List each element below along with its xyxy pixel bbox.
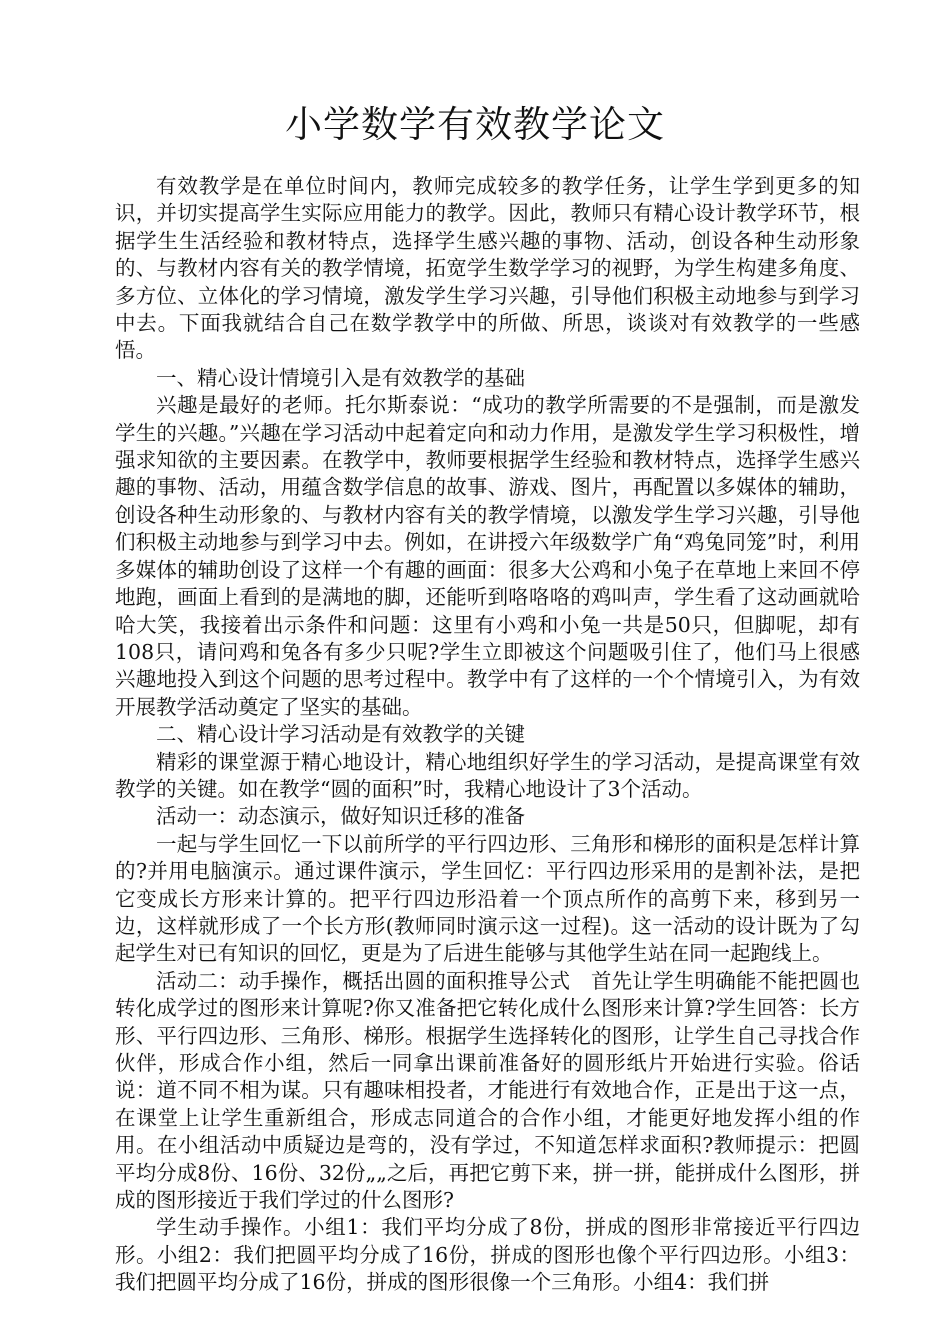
body-paragraph: 一起与学生回忆一下以前所学的平行四边形、三角形和梯形的面积是怎样计算的?并用电脑演示。通过课件演示，学生回忆：平行四边形采用的是割补法，是把它变成长方形来计算的。把平行四边形沿着一个顶点所作的高剪下来，移到另一边，这样就形成了一个长方形(教师同时演示这一过程)。这一活动的设计既为了勾起学生对已有知识的回忆，更是为了后进生能够与其他学生站在同一起跑线上。 (115, 831, 860, 966)
document-body (115, 173, 860, 1297)
body-paragraph: 学生动手操作。小组1：我们平均分成了8份，拼成的图形非常接近平行四边形。小组2：我们把圆平均分成了16份，拼成的图形也像个平行四边形。小组3：我们把圆平均分成了16份，拼成的图形很像一个三角形。小组4：我们拼 (115, 1215, 860, 1295)
activity-heading-1: 活动一：动态演示，做好知识迁移的准备 (156, 804, 525, 829)
document-title: 小学数学有效教学论文 (285, 103, 665, 146)
body-paragraph: 兴趣是最好的老师。托尔斯泰说：“成功的教学所需要的不是强制，而是激发学生的兴趣。”兴趣在学习活动中起着定向和动力作用，是激发学生学习积极性，增强求知欲的主要因素。在教学中，教师要根据学生经验和教材特点，选择学生感兴趣的事物、活动，用蕴含数学信息的故事、游戏、图片，再配置以多媒体的辅助，创设各种生动形象的、与教材内容有关的教学情境，以激发学生学习兴趣，引导他们积极主动地参与到学习中去。例如，在讲授六年级数学广角“鸡兔同笼”时，利用多媒体的辅助创设了这样一个有趣的画面：很多大公鸡和小兔子在草地上来回不停地跑，画面上看到的是满地的脚，还能听到咯咯咯的鸡叫声，学生看了这动画就哈哈大笑，我接着出示条件和问题：这里有小鸡和小兔一共是50只，但脚呢，却有108只，请问鸡和兔各有多少只呢?学生立即被这个问题吸引住了，他们马上很感兴趣地投入到这个问题的思考过程中。教学中有了这样的一个个情境引入，为有效开展教学活动奠定了坚实的基础。 (115, 393, 860, 719)
body-paragraph: 精彩的课堂源于精心地设计，精心地组织好学生的学习活动，是提高课堂有效教学的关键。如在教学“圆的面积”时，我精心地设计了3个活动。 (115, 749, 860, 801)
activity-2-paragraph: 活动二：动手操作，概括出圆的面积推导公式 首先让学生明确能不能把圆也转化成学过的图形来计算呢?你又准备把它转化成什么图形来计算?学生回答：长方形、平行四边形、三角形、梯形。根据学生选择转化的图形，让学生自己寻找合作伙伴，形成合作小组，然后一同拿出课前准备好的圆形纸片开始进行实验。俗话说：道不同不相为谋。只有趣味相投者，才能进行有效地合作，正是出于这一点，在课堂上让学生重新组合，形成志同道合的合作小组，才能更好地发挥小组的作用。在小组活动中质疑边是弯的，没有学过，不知道怎样求面积?教师提示：把圆平均分成8份、16份、32份„„之后，再把它剪下来，拼一拼，能拼成什么图形，拼成的图形接近于我们学过的什么图形? (115, 968, 860, 1213)
intro-paragraph: 有效教学是在单位时间内，教师完成较多的教学任务，让学生学到更多的知识，并切实提高学生实际应用能力的教学。因此，教师只有精心设计教学环节，根据学生生活经验和教材特点，选择学生感兴趣的事物、活动，创设各种生动形象的、与教材内容有关的教学情境，拓宽学生数学学习的视野，为学生构建多角度、多方位、立体化的学习情境，激发学生学习兴趣，引导他们积极主动地参与到学习中去。下面我就结合自己在数学教学中的所做、所思，谈谈对有效教学的一些感悟。 (115, 174, 860, 363)
section-heading-2: 二、精心设计学习活动是有效教学的关键 (156, 722, 525, 747)
section-heading-1: 一、精心设计情境引入是有效教学的基础 (156, 365, 525, 390)
